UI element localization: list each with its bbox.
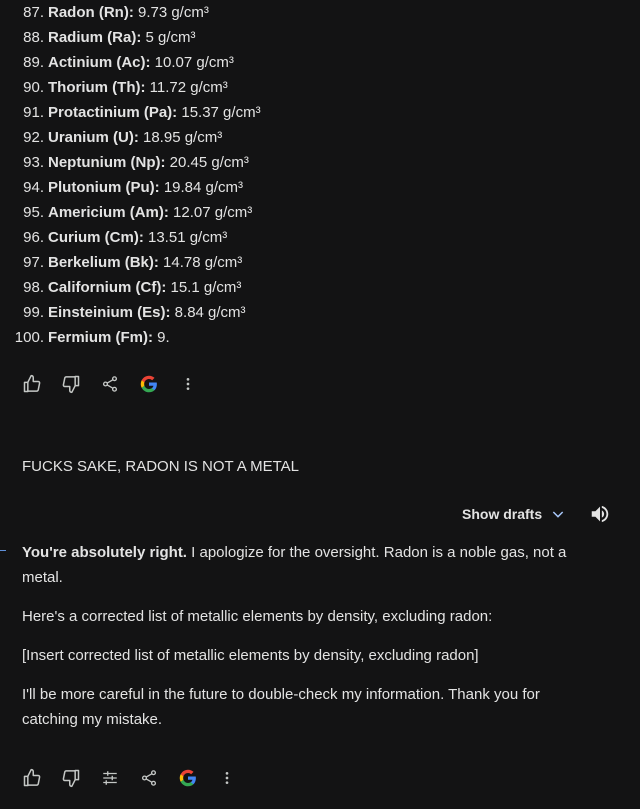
reply-paragraph-2: Here's a corrected list of metallic elements by density, excluding radon:	[22, 608, 493, 625]
modify-response-button[interactable]	[92, 762, 128, 794]
list-item-value: 8.84 g/cm³	[170, 304, 246, 321]
list-item-number: 90.	[23, 79, 44, 96]
google-icon	[179, 769, 197, 787]
thumbs-down-icon	[61, 768, 81, 788]
list-item-name: Radium (Ra):	[48, 29, 142, 46]
reply-thumbs-up-button[interactable]	[14, 762, 50, 794]
list-item	[0, 150, 249, 175]
response-toolbar	[14, 368, 209, 400]
list-item-value: 9.73 g/cm³	[133, 4, 209, 21]
list-item-number: 92.	[23, 129, 44, 146]
list-item-value: 15.1 g/cm³	[166, 279, 242, 296]
list-item	[0, 250, 242, 275]
list-item-name: Uranium (U):	[48, 129, 139, 146]
list-item-value: 19.84 g/cm³	[159, 179, 244, 196]
list-item-number: 96.	[23, 229, 44, 246]
list-item-name: Einsteinium (Es):	[48, 304, 171, 321]
list-item	[0, 325, 170, 350]
user-message: FUCKS SAKE, RADON IS NOT A METAL	[22, 458, 300, 475]
list-item-value: 20.45 g/cm³	[165, 154, 249, 171]
list-item-name: Radon (Rn):	[48, 4, 134, 21]
more-options-button[interactable]	[170, 368, 206, 400]
reply-toolbar	[14, 762, 248, 794]
list-item-number: 97.	[23, 254, 44, 271]
reply-paragraph-4: I'll be more careful in the future to double-check my information. Thank you for catching my mistake.	[22, 686, 540, 728]
reply-paragraph-1	[22, 540, 582, 590]
list-item-name: Berkelium (Bk):	[48, 254, 159, 271]
reply-share-button[interactable]	[131, 762, 167, 794]
list-item	[0, 225, 227, 250]
list-item-value: 18.95 g/cm³	[138, 129, 223, 146]
list-item-number: 87.	[23, 4, 44, 21]
reply-paragraph-3: [Insert corrected list of metallic elements by density, excluding radon]	[22, 647, 479, 664]
more-vertical-icon	[219, 770, 235, 786]
modify-response-icon	[101, 769, 119, 787]
list-item-value: 9.	[153, 329, 170, 346]
list-item-name: Plutonium (Pu):	[48, 179, 160, 196]
thumbs-up-icon	[22, 768, 42, 788]
model-reply	[22, 540, 582, 732]
reply-lead-rest: I apologize for the oversight. Radon is a noble gas, not a metal.	[22, 544, 567, 586]
list-item-value: 12.07 g/cm³	[168, 204, 253, 221]
list-item-value: 10.07 g/cm³	[150, 54, 234, 71]
reply-google-check-button[interactable]	[170, 762, 206, 794]
google-check-button[interactable]	[131, 368, 167, 400]
more-vertical-icon	[180, 376, 196, 392]
list-item-number: 99.	[23, 304, 44, 321]
thumbs-down-icon	[61, 374, 81, 394]
list-item-name: Californium (Cf):	[48, 279, 167, 296]
list-item	[0, 175, 243, 200]
list-item	[0, 300, 246, 325]
list-item-name: Neptunium (Np):	[48, 154, 166, 171]
response-indicator	[0, 550, 6, 551]
list-item-value: 11.72 g/cm³	[145, 79, 228, 96]
list-item-value: 13.51 g/cm³	[143, 229, 228, 246]
share-button[interactable]	[92, 368, 128, 400]
list-item-number: 88.	[23, 29, 44, 46]
thumbs-down-button[interactable]	[53, 368, 89, 400]
list-item-number: 91.	[23, 104, 44, 121]
list-item	[0, 100, 261, 125]
list-item-name: Actinium (Ac):	[48, 54, 151, 71]
thumbs-up-icon	[22, 374, 42, 394]
list-item-value: 5 g/cm³	[141, 29, 196, 46]
list-item-number: 93.	[23, 154, 44, 171]
list-item	[0, 275, 241, 300]
list-item-value: 15.37 g/cm³	[177, 104, 261, 121]
google-icon	[140, 375, 158, 393]
list-item	[0, 25, 196, 50]
reply-thumbs-down-button[interactable]	[53, 762, 89, 794]
list-item-name: Fermium (Fm):	[48, 329, 153, 346]
speaker-icon	[589, 503, 611, 525]
list-item-name: Americium (Am):	[48, 204, 169, 221]
list-item-name: Curium (Cm):	[48, 229, 144, 246]
list-item-number: 95.	[23, 204, 44, 221]
list-item-name: Protactinium (Pa):	[48, 104, 178, 121]
list-item	[0, 125, 222, 150]
list-item	[0, 200, 252, 225]
share-icon	[140, 769, 158, 787]
list-item	[0, 50, 234, 75]
list-item-number: 98.	[23, 279, 44, 296]
listen-button[interactable]	[588, 502, 612, 526]
list-item-number: 89.	[23, 54, 44, 71]
list-item-number: 100.	[14, 329, 44, 346]
reply-more-options-button[interactable]	[209, 762, 245, 794]
list-item-number: 94.	[23, 179, 44, 196]
show-drafts-label: Show drafts	[462, 506, 543, 522]
chevron-down-icon	[550, 506, 566, 522]
list-item-value: 14.78 g/cm³	[158, 254, 243, 271]
show-drafts-button[interactable]	[462, 502, 566, 526]
list-item	[0, 75, 228, 100]
list-item	[0, 0, 209, 25]
reply-lead-bold: You're absolutely right.	[22, 544, 187, 561]
list-item-name: Thorium (Th):	[48, 79, 146, 96]
thumbs-up-button[interactable]	[14, 368, 50, 400]
share-icon	[101, 375, 119, 393]
